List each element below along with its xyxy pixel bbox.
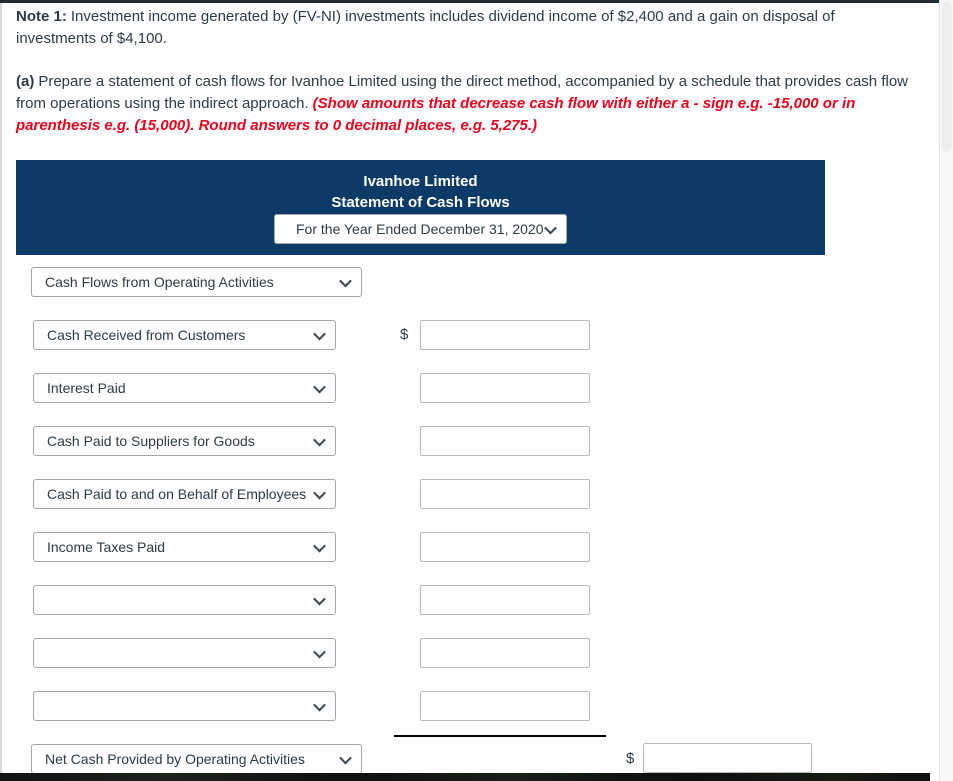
statement-title: Statement of Cash Flows [331,194,510,211]
chevron-down-icon [313,380,326,393]
chevron-down-icon [313,433,326,446]
section-select[interactable] [31,267,362,297]
amount-input[interactable] [420,320,590,350]
period-select[interactable] [274,214,567,244]
amount-input[interactable] [420,426,590,456]
desktop-background-strip [0,773,930,781]
account-select-value: Cash Paid to Suppliers for Goods [47,433,255,449]
account-select[interactable] [33,426,336,456]
note-paragraph [16,6,876,50]
note-label: Note 1: [16,8,67,25]
account-select-value: Cash Received from Customers [47,327,246,343]
company-name: Ivanhoe Limited [363,173,478,190]
chevron-down-icon [313,486,326,499]
amount-input[interactable] [420,373,590,403]
total-amount-input[interactable] [643,743,812,773]
chevron-down-icon [313,327,326,340]
instruction-paragraph [16,71,924,137]
dollar-sign: $ [626,750,635,767]
scrollbar-track[interactable] [939,0,953,781]
chevron-down-icon [544,221,557,234]
chevron-down-icon [313,645,326,658]
section-select-value: Cash Flows from Operating Activities [45,274,274,290]
instruction-label: (a) [16,73,35,90]
chevron-down-icon [339,751,352,764]
chevron-down-icon [313,698,326,711]
account-select-value: Income Taxes Paid [47,539,166,555]
chevron-down-icon [313,592,326,605]
dollar-sign: $ [400,326,409,343]
chevron-down-icon [313,539,326,552]
amount-input[interactable] [420,585,590,615]
instruction-warning: (Show amounts that decrease cash flow with either a - sign e.g. -15,000 or in parenthesis e.g. (15,000). Round answers to 0 decimal places, e.g. 5,275.) [16,95,856,134]
net-cash-select-value: Net Cash Provided by Operating Activities [45,751,305,767]
account-select[interactable] [33,320,336,350]
statement-header-panel [16,160,825,255]
account-select-value: Interest Paid [47,380,126,396]
account-select[interactable] [33,585,336,615]
period-select-value: For the Year Ended December 31, 2020 [296,221,544,237]
account-select[interactable] [33,479,336,509]
content-left-border [0,3,2,773]
account-select[interactable] [33,532,336,562]
amount-input[interactable] [420,479,590,509]
amount-input[interactable] [420,638,590,668]
note-text: Investment income generated by (FV-NI) investments includes dividend income of $2,400 and a gain on disposal of investments of $4,100. [16,8,835,47]
amount-input[interactable] [420,532,590,562]
total-rule [394,735,606,737]
instruction-text: Prepare a statement of cash flows for Ivanhoe Limited using the direct method, accompanied by a schedule that provides cash flow from operations using the indirect approach. [16,73,908,112]
scrollbar-thumb[interactable] [942,2,952,152]
chevron-down-icon [339,274,352,287]
account-select[interactable] [33,638,336,668]
account-select[interactable] [33,373,336,403]
top-border-bar [0,0,939,3]
net-cash-select[interactable] [31,744,362,774]
amount-input[interactable] [420,691,590,721]
account-select-value: Cash Paid to and on Behalf of Employees [47,486,307,502]
account-select[interactable] [33,691,336,721]
